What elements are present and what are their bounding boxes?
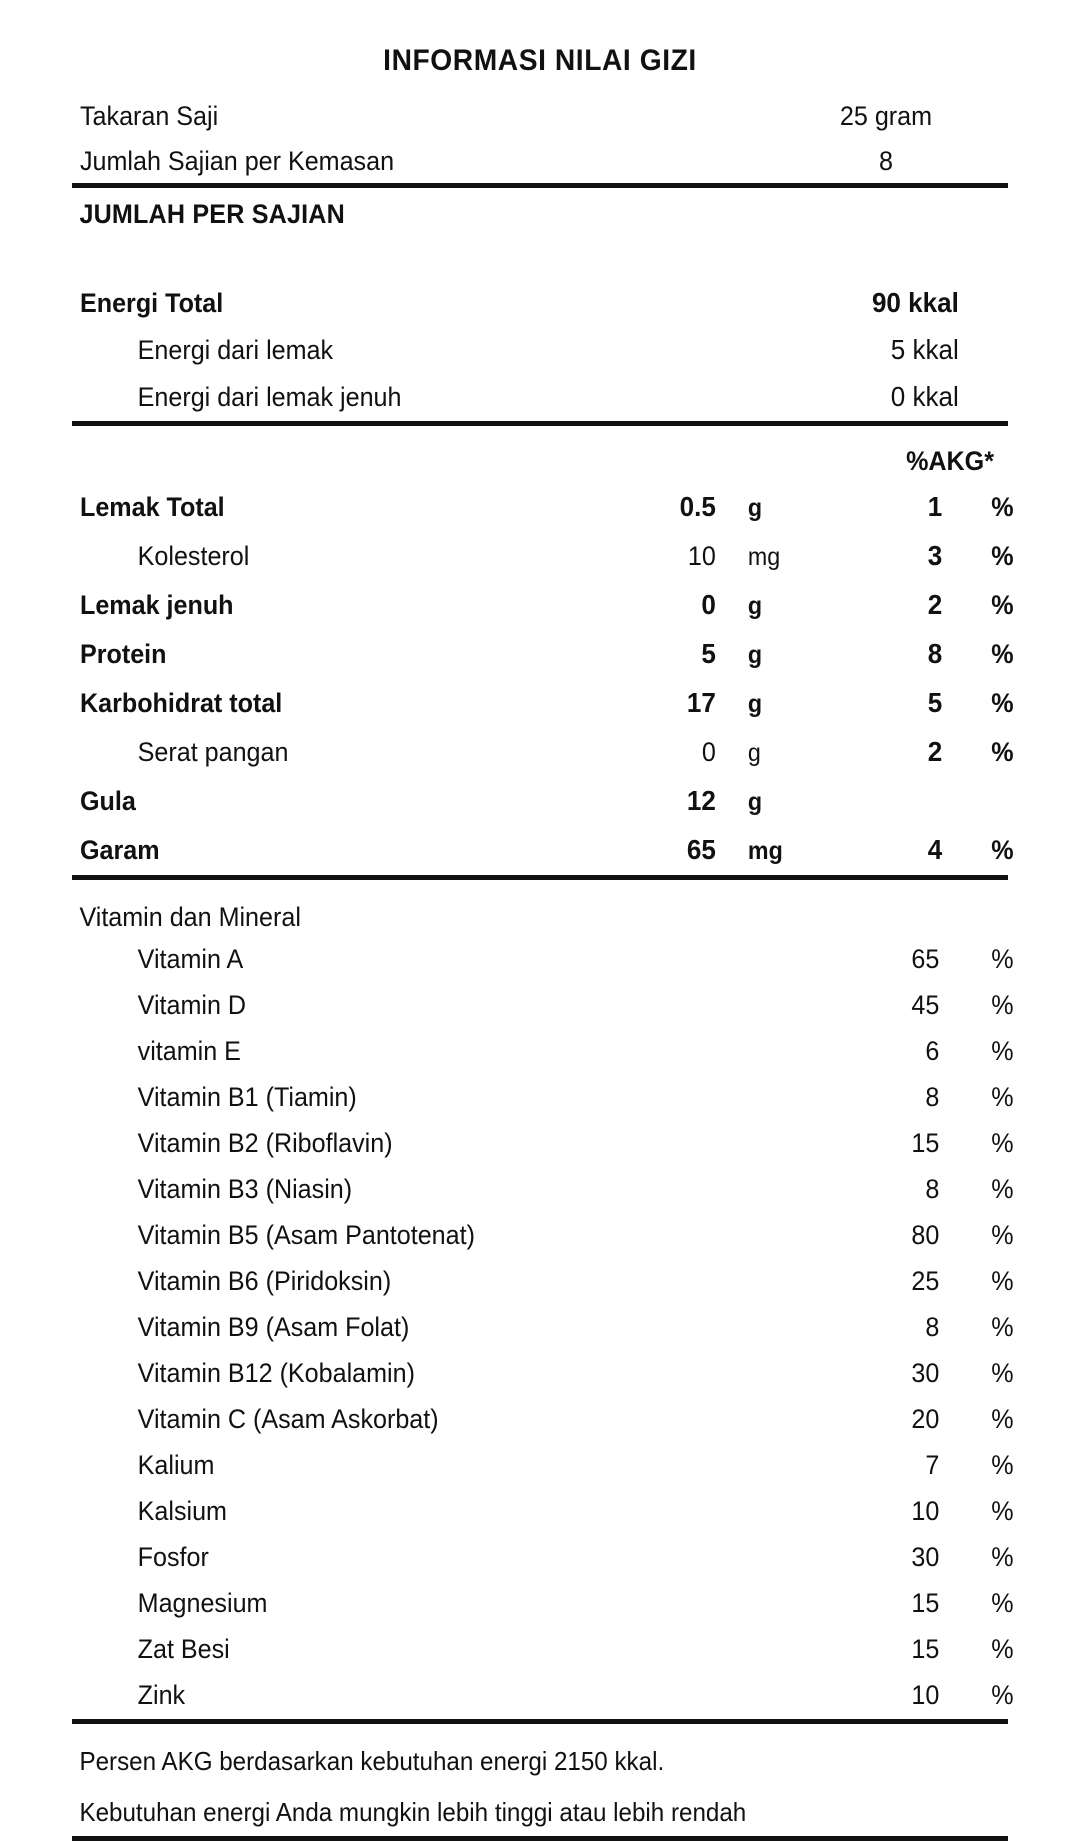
vitamin-akg-percent: 10 (911, 1680, 940, 1710)
percent-sign: % (991, 1358, 1014, 1388)
nutrient-unit: g (747, 494, 763, 522)
nutrient-list (72, 483, 1014, 875)
nutrient-unit: mg (747, 543, 781, 571)
energy-from-fat-value: 5 kkal (890, 334, 959, 365)
servings-per-pack-value: 8 (879, 146, 893, 176)
vitamin-akg-percent: 30 (911, 1358, 940, 1388)
percent-sign: % (991, 1542, 1014, 1572)
percent-sign: % (991, 835, 1014, 865)
nutrient-label: Protein (80, 639, 167, 669)
serving-info-section (72, 77, 1008, 183)
nutrient-row (72, 826, 1016, 875)
energy-total-row (72, 280, 1016, 327)
percent-sign: % (991, 1266, 1014, 1296)
vitamin-akg-percent: 8 (925, 1082, 940, 1112)
nutrient-label: Garam (80, 835, 160, 865)
vitamin-label: Vitamin B1 (Tiamin) (137, 1082, 357, 1112)
vitamin-akg-percent: 6 (925, 1036, 940, 1066)
energy-from-saturated-fat-value: 0 kkal (890, 381, 959, 412)
vitamin-row (72, 1489, 1016, 1535)
vitamin-row (72, 1627, 1016, 1673)
vitamin-akg-percent: 8 (925, 1174, 940, 1204)
nutrient-label: Lemak jenuh (80, 590, 234, 620)
percent-sign: % (991, 1082, 1014, 1112)
percent-sign: % (991, 639, 1014, 669)
nutrient-unit: g (747, 690, 763, 718)
nutrient-akg-percent: 2 (927, 736, 943, 767)
nutrient-akg-percent: 1 (927, 491, 943, 522)
nutrient-row (72, 483, 1016, 532)
vitamin-row (72, 1305, 1016, 1351)
nutrient-label: Karbohidrat total (80, 688, 283, 718)
vitamin-label: Zat Besi (137, 1634, 230, 1664)
nutrient-label: Lemak Total (80, 492, 225, 522)
nutrient-row (72, 728, 1016, 777)
vitamin-akg-percent: 65 (911, 944, 940, 974)
vitamin-akg-percent: 15 (911, 1128, 940, 1158)
nutrient-label: Serat pangan (137, 737, 289, 767)
vitamin-akg-percent: 8 (925, 1312, 940, 1342)
per-serving-heading: JUMLAH PER SAJIAN (79, 199, 345, 229)
nutrient-label: Kolesterol (137, 541, 250, 571)
energy-section (72, 236, 1008, 421)
vitamin-akg-percent: 30 (911, 1542, 940, 1572)
vitamin-row (72, 1075, 1016, 1121)
percent-sign: % (991, 944, 1014, 974)
nutrient-unit: mg (747, 837, 783, 865)
energy-from-fat-row (72, 327, 1016, 374)
vitamin-akg-percent: 15 (911, 1634, 940, 1664)
nutrient-unit: g (747, 641, 763, 669)
percent-sign: % (991, 492, 1014, 522)
vitamin-label: Vitamin B9 (Asam Folat) (137, 1312, 410, 1342)
vitamin-label: Kalium (137, 1450, 215, 1480)
energy-from-saturated-fat-label: Energi dari lemak jenuh (137, 382, 402, 412)
vitamin-row (72, 1397, 1016, 1443)
vitamin-label: Vitamin D (137, 990, 247, 1020)
divider-thick-bottom (72, 1836, 1008, 1841)
nutrient-unit: g (747, 592, 763, 620)
energy-from-saturated-fat-row (72, 374, 1016, 421)
vitamin-label: Vitamin B6 (Piridoksin) (137, 1266, 392, 1296)
nutrient-amount: 0.5 (679, 491, 716, 522)
footnote-akg-basis: Persen AKG berdasarkan kebutuhan energi 2150 kkal. (79, 1746, 665, 1776)
energy-total-value: 90 kkal (871, 287, 959, 318)
nutrient-akg-percent: 5 (927, 687, 943, 718)
energy-total-label: Energi Total (80, 288, 224, 318)
vitamin-akg-percent: 25 (911, 1266, 940, 1296)
vitamin-list (72, 937, 1014, 1719)
percent-sign: % (991, 541, 1014, 571)
spacer (72, 77, 1008, 93)
vitamin-row (72, 1673, 1016, 1719)
nutrient-row (72, 679, 1016, 728)
vitamin-label: Magnesium (137, 1588, 268, 1618)
nutrient-akg-percent: 3 (927, 540, 943, 571)
percent-sign: % (991, 1312, 1014, 1342)
nutrient-row (72, 777, 1016, 826)
vitamin-label: Vitamin B3 (Niasin) (137, 1174, 353, 1204)
nutrient-amount: 0 (701, 589, 716, 620)
nutrient-amount: 0 (701, 737, 716, 767)
nutrient-akg-percent: 2 (927, 589, 943, 620)
vitamin-row (72, 1535, 1016, 1581)
nutrient-label: Gula (80, 786, 136, 816)
percent-sign: % (991, 737, 1014, 767)
nutrient-row (72, 630, 1016, 679)
vitamin-row (72, 1029, 1016, 1075)
vitamins-heading: Vitamin dan Mineral (79, 902, 301, 932)
vitamin-row (72, 1121, 1016, 1167)
nutrient-row (72, 581, 1016, 630)
percent-sign: % (991, 1036, 1014, 1066)
vitamin-row (72, 1351, 1016, 1397)
serving-row (72, 93, 1016, 138)
serving-size-label: Takaran Saji (80, 101, 219, 131)
nutrient-akg-percent: 4 (927, 834, 943, 865)
serving-size-value: 25 gram (839, 101, 933, 131)
vitamin-row (72, 983, 1016, 1029)
percent-sign: % (991, 1634, 1014, 1664)
vitamin-label: Vitamin B2 (Riboflavin) (137, 1128, 393, 1158)
energy-from-fat-label: Energi dari lemak (137, 335, 334, 365)
vitamin-akg-percent: 7 (925, 1450, 940, 1480)
vitamin-label: Vitamin B5 (Asam Pantotenat) (137, 1220, 475, 1250)
percent-sign: % (991, 990, 1014, 1020)
percent-sign: % (991, 1404, 1014, 1434)
percent-sign: % (991, 1450, 1014, 1480)
vitamin-label: Vitamin A (137, 944, 244, 974)
servings-per-pack-label: Jumlah Sajian per Kemasan (80, 146, 395, 176)
vitamin-label: Fosfor (137, 1542, 209, 1572)
vitamin-row (72, 1581, 1016, 1627)
nutrient-amount: 17 (686, 687, 716, 718)
vitamin-label: Vitamin B12 (Kobalamin) (137, 1358, 415, 1388)
nutrient-unit: g (747, 739, 761, 767)
serving-row (72, 138, 1016, 183)
percent-sign: % (991, 590, 1014, 620)
percent-sign: % (991, 1588, 1014, 1618)
vitamin-row (72, 1443, 1016, 1489)
percent-sign: % (991, 1174, 1014, 1204)
vitamin-label: vitamin E (137, 1036, 241, 1066)
nutrient-row (72, 532, 1016, 581)
vitamin-label: Vitamin C (Asam Askorbat) (137, 1404, 439, 1434)
nutrient-akg-percent: 8 (927, 638, 943, 669)
page-title: INFORMASI NILAI GIZI (383, 44, 697, 77)
vitamin-row (72, 1259, 1016, 1305)
vitamin-label: Kalsium (137, 1496, 227, 1526)
nutrient-amount: 65 (686, 834, 716, 865)
vitamin-akg-percent: 15 (911, 1588, 940, 1618)
vitamin-label: Zink (137, 1680, 186, 1710)
footnote-energy-variation: Kebutuhan energi Anda mungkin lebih tinggi atau lebih rendah (79, 1797, 747, 1827)
percent-sign: % (991, 1220, 1014, 1250)
percent-sign: % (991, 688, 1014, 718)
percent-sign: % (991, 1680, 1014, 1710)
vitamin-akg-percent: 80 (911, 1220, 940, 1250)
vitamin-row (72, 1167, 1016, 1213)
akg-header-label: %AKG* (906, 446, 994, 476)
vitamin-akg-percent: 10 (911, 1496, 940, 1526)
nutrient-amount: 10 (687, 541, 716, 571)
vitamin-row (72, 1213, 1016, 1259)
percent-sign: % (991, 1128, 1014, 1158)
vitamin-akg-percent: 20 (911, 1404, 940, 1434)
vitamin-row (72, 937, 1016, 983)
nutrient-amount: 12 (686, 785, 716, 816)
footnotes-section (72, 1724, 1008, 1836)
nutrient-amount: 5 (701, 638, 716, 669)
akg-header-row (72, 426, 1008, 483)
vitamin-akg-percent: 45 (911, 990, 940, 1020)
nutrient-unit: g (747, 788, 763, 816)
percent-sign: % (991, 1496, 1014, 1526)
